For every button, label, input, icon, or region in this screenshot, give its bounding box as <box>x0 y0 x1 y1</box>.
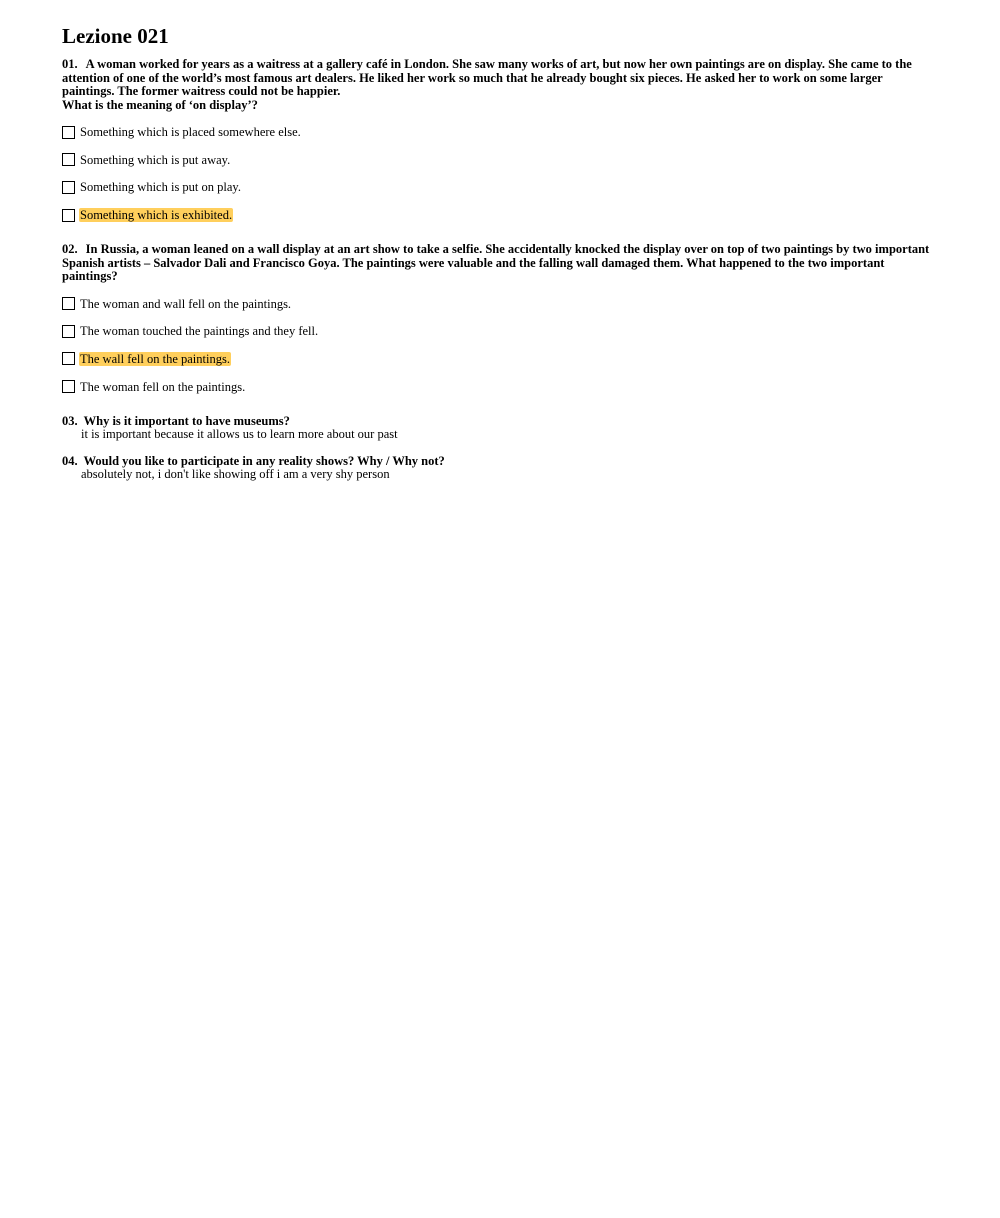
question-2-number: 02. <box>62 242 78 257</box>
question-3 <box>62 415 932 442</box>
question-2-options <box>62 296 932 395</box>
question-1-prompt: What is the meaning of ‘on display’? <box>62 97 258 112</box>
option-label: The woman touched the paintings and they fell. <box>80 324 319 339</box>
document-page <box>62 24 932 482</box>
question-4-number: 04. <box>62 453 78 468</box>
option-q2-c[interactable] <box>62 351 932 367</box>
question-1-number: 01. <box>62 57 78 71</box>
question-1-passage: A woman worked for years as a waitress at a gallery café in London. She saw many works of art, but now her own paintings are on display. She came to the attention of one of the world’s most famous art dealers. He liked her work so much that he already bought six pieces. He asked her to work on some larger paintings. The former waitress could not be happier. <box>62 57 912 98</box>
option-label: The woman fell on the paintings. <box>80 379 246 394</box>
question-1-text <box>62 58 932 99</box>
checkbox[interactable] <box>62 380 75 393</box>
question-1 <box>62 58 932 223</box>
option-label-highlighted: The wall fell on the paintings. <box>80 351 230 366</box>
option-label: The woman and wall fell on the paintings. <box>80 296 292 311</box>
option-q2-d[interactable] <box>62 379 932 395</box>
option-label: Something which is placed somewhere else. <box>80 125 301 139</box>
question-3-answer: it is important because it allows us to learn more about our past <box>81 427 398 442</box>
question-2-text <box>62 243 932 284</box>
question-2-passage: In Russia, a woman leaned on a wall display at an art show to take a selfie. She accidentally knocked the display over on top of two paintings by two important Spanish artists – Salvador Dali and Francisco Goya. The paintings were valuable and the falling wall damaged them. What happened to the two important paintings? <box>62 242 930 284</box>
option-q2-b[interactable] <box>62 323 932 339</box>
checkbox[interactable] <box>62 352 75 365</box>
question-3-prompt <box>62 415 932 429</box>
option-q1-b[interactable] <box>62 152 932 168</box>
question-4-answer: absolutely not, i don't like showing off i am a very shy person <box>81 467 390 482</box>
option-label: Something which is put on play. <box>80 180 241 195</box>
question-1-options <box>62 124 932 223</box>
question-4 <box>62 455 932 482</box>
question-3-number: 03. <box>62 413 78 428</box>
option-label: Something which is put away. <box>80 152 231 167</box>
question-4-text: Would you like to participate in any reality shows? Why / Why not? <box>83 453 445 468</box>
question-3-text: Why is it important to have museums? <box>83 413 290 428</box>
question-4-prompt <box>62 455 932 469</box>
option-q1-c[interactable] <box>62 179 932 195</box>
option-label-highlighted: Something which is exhibited. <box>80 208 233 223</box>
checkbox[interactable] <box>62 325 75 338</box>
checkbox[interactable] <box>62 126 75 139</box>
option-q1-d[interactable] <box>62 207 932 223</box>
page-title: Lezione 021 <box>62 24 169 48</box>
question-2 <box>62 243 932 395</box>
checkbox[interactable] <box>62 181 75 194</box>
option-q2-a[interactable] <box>62 296 932 312</box>
checkbox[interactable] <box>62 209 75 222</box>
checkbox[interactable] <box>62 297 75 310</box>
option-q1-a[interactable] <box>62 124 932 140</box>
checkbox[interactable] <box>62 153 75 166</box>
